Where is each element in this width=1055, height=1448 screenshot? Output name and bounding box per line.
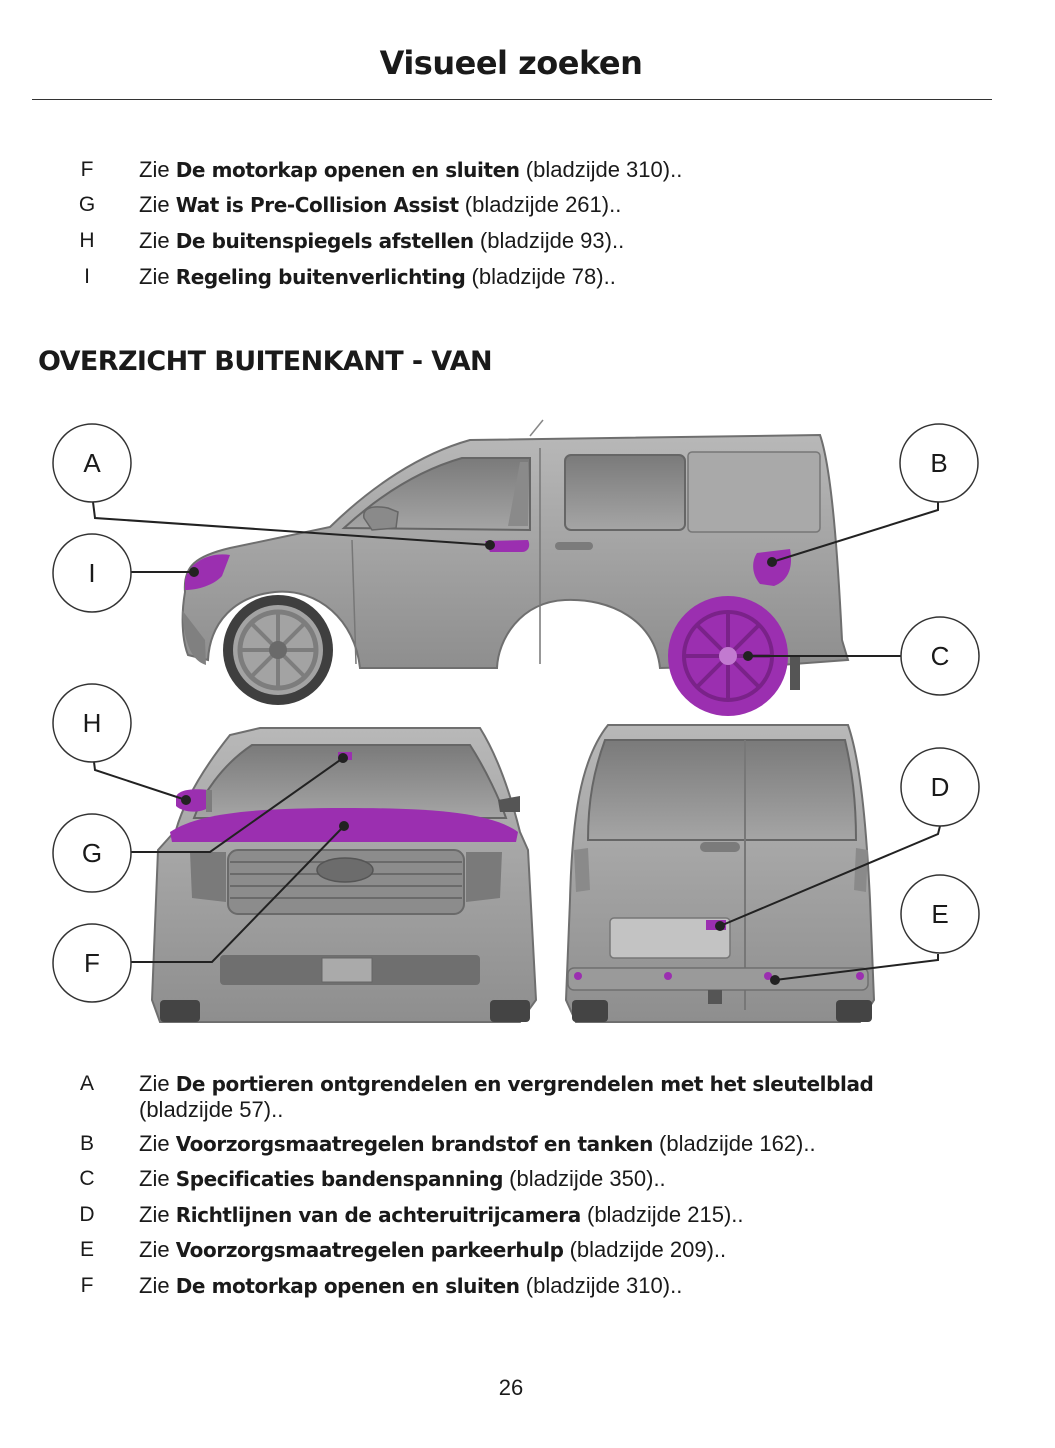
callout-b (900, 424, 978, 502)
reference-link[interactable]: De motorkap openen en sluiten (175, 158, 520, 182)
svg-text:A: A (83, 448, 101, 478)
item-letter: D (79, 1203, 95, 1226)
item-letter: I (84, 265, 90, 288)
item-letter: H (79, 229, 95, 252)
item-letter: A (79, 1072, 94, 1095)
van-rear-view (566, 725, 874, 1022)
reference-link[interactable]: De motorkap openen en sluiten (175, 1274, 520, 1298)
svg-text:H: H (82, 708, 102, 738)
van-front-view (152, 728, 536, 1022)
item-letter: F (80, 158, 94, 181)
callout-f (53, 924, 131, 1002)
svg-text:E: E (931, 899, 949, 929)
callout-h (53, 684, 131, 762)
callout-a (53, 424, 131, 502)
title-divider (32, 99, 992, 100)
item-letter: C (79, 1167, 95, 1190)
svg-text:I: I (88, 558, 96, 588)
vehicle-exterior-figure (0, 400, 1055, 1050)
reference-link[interactable]: De buitenspiegels afstellen (175, 229, 474, 253)
svg-text:B: B (930, 448, 948, 478)
callout-e (901, 875, 979, 953)
reference-link[interactable]: Wat is Pre-Collision Assist (175, 193, 459, 217)
callout-i (53, 534, 131, 612)
reference-link[interactable]: Specificaties bandenspanning (175, 1167, 504, 1191)
reference-link[interactable]: Voorzorgsmaatregelen brandstof en tanken (175, 1132, 653, 1156)
svg-text:D: D (930, 772, 950, 802)
section-heading: OVERZICHT BUITENKANT - VAN (38, 346, 493, 377)
reference-link[interactable]: De portieren ontgrendelen en vergrendelen met het sleutelblad (175, 1072, 874, 1096)
page-number: 26 (498, 1375, 524, 1400)
callout-g (53, 814, 131, 892)
svg-text:F: F (84, 948, 100, 978)
item-letter: G (78, 193, 96, 216)
svg-text:G: G (81, 838, 103, 868)
item-letter: F (80, 1274, 94, 1297)
callout-d (901, 748, 979, 826)
svg-text:C: C (930, 641, 950, 671)
reference-link[interactable]: Richtlijnen van de achteruitrijcamera (175, 1203, 581, 1227)
reference-link[interactable]: Regeling buitenverlichting (175, 265, 466, 289)
item-letter: B (79, 1132, 94, 1155)
callout-c (901, 617, 979, 695)
van-side-view (182, 420, 848, 716)
page-title: Visueel zoeken (379, 44, 643, 82)
reference-link[interactable]: Voorzorgsmaatregelen parkeerhulp (175, 1238, 564, 1262)
item-letter: E (79, 1238, 94, 1261)
